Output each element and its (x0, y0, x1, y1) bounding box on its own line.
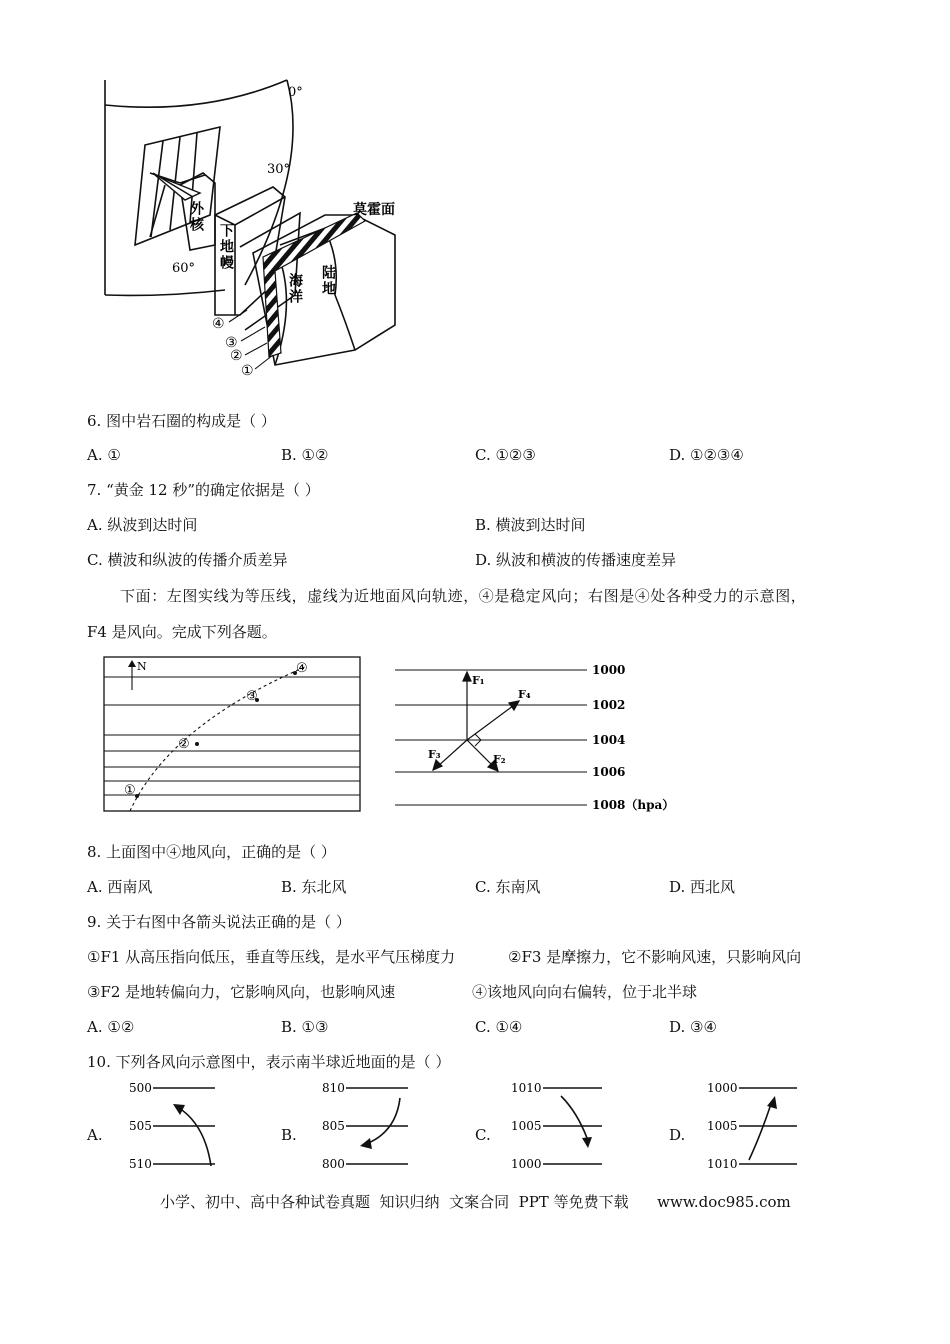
marker-4: ④ (212, 316, 225, 332)
label-0-degree: 0° (288, 85, 303, 100)
option-c-p3: 1000 (511, 1157, 542, 1171)
option-d-p1: 1000 (707, 1081, 738, 1095)
option-b-p2: 805 (322, 1119, 345, 1133)
isobar-map (100, 655, 365, 815)
question-6-option-a[interactable]: A. ① (87, 446, 121, 464)
option-b-p1: 810 (322, 1081, 345, 1095)
option-a-p2: 505 (129, 1119, 152, 1133)
force-f1-label: F₁ (472, 674, 485, 687)
option-a-p1: 500 (129, 1081, 152, 1095)
question-10-option-c-label[interactable]: C. (475, 1126, 491, 1144)
question-6-option-b[interactable]: B. ①② (281, 446, 329, 464)
question-10-option-c-diagram[interactable] (509, 1080, 609, 1175)
marker-3: ③ (225, 335, 238, 351)
question-6-stem: 6. 图中岩石圈的构成是（ ） (87, 412, 276, 430)
earth-interior-diagram (95, 75, 415, 385)
isobar-1004: 1004 (592, 733, 626, 747)
label-land: 陆地 (320, 265, 336, 297)
question-7-stem: 7. “黄金 12 秒”的确定依据是（ ） (87, 481, 320, 499)
option-b-p3: 800 (322, 1157, 345, 1171)
force-f4-label: F₄ (518, 688, 531, 701)
question-9-option-c[interactable]: C. ①④ (475, 1018, 523, 1036)
option-d-p3: 1010 (707, 1157, 738, 1171)
question-9-statement-3: ③F2 是地转偏向力，它影响风向，也影响风速 (87, 983, 396, 1001)
question-7-option-a[interactable]: A. 纵波到达时间 (87, 516, 198, 534)
intro-line-2: F4 是风向。完成下列各题。 (87, 623, 277, 641)
question-8-option-d[interactable]: D. 西北风 (669, 878, 736, 896)
force-f2-label: F₂ (493, 753, 506, 766)
question-9-option-a[interactable]: A. ①② (87, 1018, 135, 1036)
isobar-1002: 1002 (592, 698, 626, 712)
label-moho: 莫霍面 (353, 202, 395, 218)
marker-1: ① (241, 363, 254, 379)
label-60-degree: 60° (172, 261, 196, 276)
point-3: ③ (246, 689, 258, 704)
question-10-option-a-label[interactable]: A. (87, 1126, 103, 1144)
question-9-option-b[interactable]: B. ①③ (281, 1018, 329, 1036)
isobar-1006: 1006 (592, 765, 626, 779)
question-6-option-d[interactable]: D. ①②③④ (669, 446, 744, 464)
question-6-option-c[interactable]: C. ①②③ (475, 446, 536, 464)
question-9-stem: 9. 关于右图中各箭头说法正确的是（ ） (87, 913, 351, 931)
question-10-stem: 10. 下列各风向示意图中，表示南半球近地面的是（ ） (87, 1053, 451, 1071)
question-8-stem: 8. 上面图中④地风向，正确的是（ ） (87, 843, 336, 861)
marker-2: ② (230, 348, 243, 364)
intro-line-1: 下面：左图实线为等压线，虚线为近地面风向轨迹，④是稳定风向；右图是④处各种受力的示意图， (120, 587, 807, 605)
question-10-option-b-diagram[interactable] (318, 1080, 418, 1175)
question-7-option-d[interactable]: D. 纵波和横波的传播速度差异 (475, 551, 677, 569)
question-10-option-d-diagram[interactable] (705, 1080, 805, 1175)
question-10-option-a-diagram[interactable] (125, 1080, 225, 1175)
isobar-1000: 1000 (592, 663, 626, 677)
question-7-option-c[interactable]: C. 横波和纵波的传播介质差异 (87, 551, 288, 569)
label-ocean: 海洋 (287, 273, 303, 305)
point-1: ① (124, 783, 136, 798)
question-10-option-b-label[interactable]: B. (281, 1126, 297, 1144)
question-9-statement-1: ①F1 从高压指向低压，垂直等压线，是水平气压梯度力 (87, 948, 456, 966)
option-a-p3: 510 (129, 1157, 152, 1171)
footer-text: 小学、初中、高中各种试卷真题 知识归纳 文案合同 PPT 等免费下载 www.doc985.com (160, 1193, 791, 1211)
point-2: ② (178, 737, 190, 752)
label-outer-core: 外核 (188, 201, 204, 233)
question-7-option-b[interactable]: B. 横波到达时间 (475, 516, 586, 534)
north-label: N (137, 660, 147, 673)
label-lower-mantle: 下地幔 (218, 223, 234, 271)
isobar-1008: 1008（hpa） (592, 798, 675, 812)
point-4: ④ (296, 661, 308, 676)
option-d-p2: 1005 (707, 1119, 738, 1133)
question-9-statement-4: ④该地风向向右偏转，位于北半球 (472, 983, 698, 1001)
option-c-p2: 1005 (511, 1119, 542, 1133)
question-10-option-d-label[interactable]: D. (669, 1126, 686, 1144)
question-8-option-a[interactable]: A. 西南风 (87, 878, 153, 896)
question-8-option-c[interactable]: C. 东南风 (475, 878, 541, 896)
label-30-degree: 30° (267, 162, 291, 177)
question-9-option-d[interactable]: D. ③④ (669, 1018, 717, 1036)
option-c-p1: 1010 (511, 1081, 542, 1095)
question-8-option-b[interactable]: B. 东北风 (281, 878, 347, 896)
force-f3-label: F₃ (428, 748, 441, 761)
force-diagram (395, 655, 685, 815)
question-9-statement-2: ②F3 是摩擦力，它不影响风速，只影响风向 (508, 948, 802, 966)
